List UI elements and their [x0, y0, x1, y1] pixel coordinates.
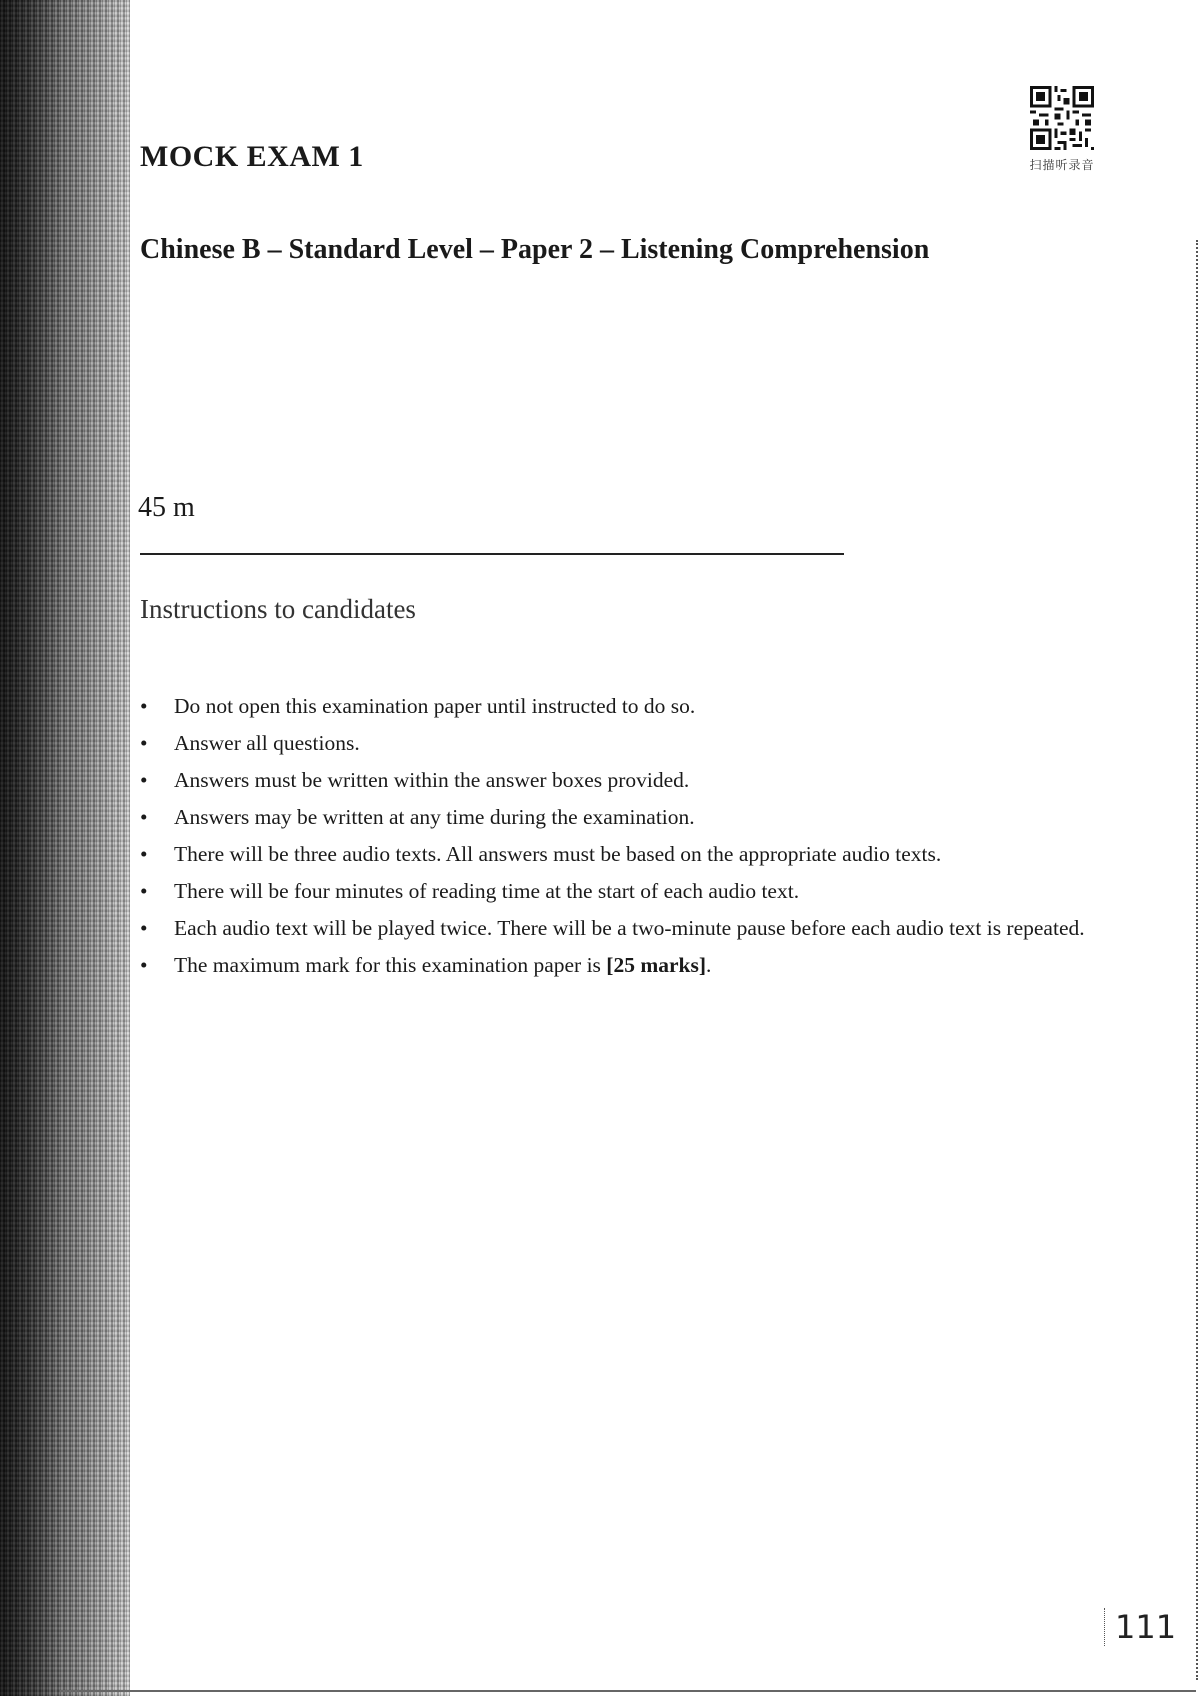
- qr-block: [1012, 86, 1112, 173]
- bullet-icon: •: [140, 953, 148, 977]
- instruction-item: [140, 799, 1140, 836]
- page-bottom-edge: [60, 1690, 1196, 1692]
- instruction-item: [140, 762, 1140, 799]
- instruction-text: Do not open this examination paper until instructed to do so.: [174, 694, 696, 718]
- divider-rule: [140, 553, 844, 555]
- instruction-item: [140, 725, 1140, 762]
- instruction-item: [140, 688, 1140, 725]
- qr-caption: 扫描听录音: [1029, 158, 1095, 172]
- bullet-icon: •: [140, 768, 148, 792]
- instruction-suffix: .: [706, 953, 712, 977]
- exam-title: MOCK EXAM 1: [140, 140, 364, 173]
- instruction-item: [140, 910, 1140, 947]
- spine-shade: [0, 0, 60, 1696]
- paper-title: Chinese B – Standard Level – Paper 2 – Listening Comprehension: [140, 234, 930, 265]
- bullet-icon: •: [140, 842, 148, 866]
- instruction-text: There will be three audio texts. All answers must be based on the appropriate audio texts.: [174, 842, 942, 866]
- instruction-text: Answers may be written at any time during the examination.: [174, 805, 695, 829]
- instruction-item: [140, 836, 1140, 873]
- instructions-heading: Instructions to candidates: [140, 594, 416, 624]
- bullet-icon: •: [140, 916, 148, 940]
- max-marks: [25 marks]: [606, 953, 707, 977]
- instruction-text: Answers must be written within the answer boxes provided.: [174, 768, 690, 792]
- instruction-item: [140, 873, 1140, 910]
- bullet-icon: •: [140, 694, 148, 718]
- instruction-text: Answer all questions.: [174, 731, 360, 755]
- page-number: 111: [1104, 1608, 1176, 1646]
- exam-duration: 45 m: [138, 492, 195, 523]
- page-right-edge: [1196, 240, 1198, 1680]
- instruction-text: There will be four minutes of reading time at the start of each audio text.: [174, 879, 800, 903]
- bullet-icon: •: [140, 879, 148, 903]
- instruction-text: Each audio text will be played twice. There will be a two-minute pause before each audio text is repeated.: [174, 916, 1085, 940]
- qr-code-icon: [1030, 86, 1094, 150]
- instruction-text: The maximum mark for this examination paper is: [174, 953, 607, 977]
- bullet-icon: •: [140, 731, 148, 755]
- instruction-item: [140, 947, 1140, 984]
- instructions-list: [140, 688, 1140, 984]
- bullet-icon: •: [140, 805, 148, 829]
